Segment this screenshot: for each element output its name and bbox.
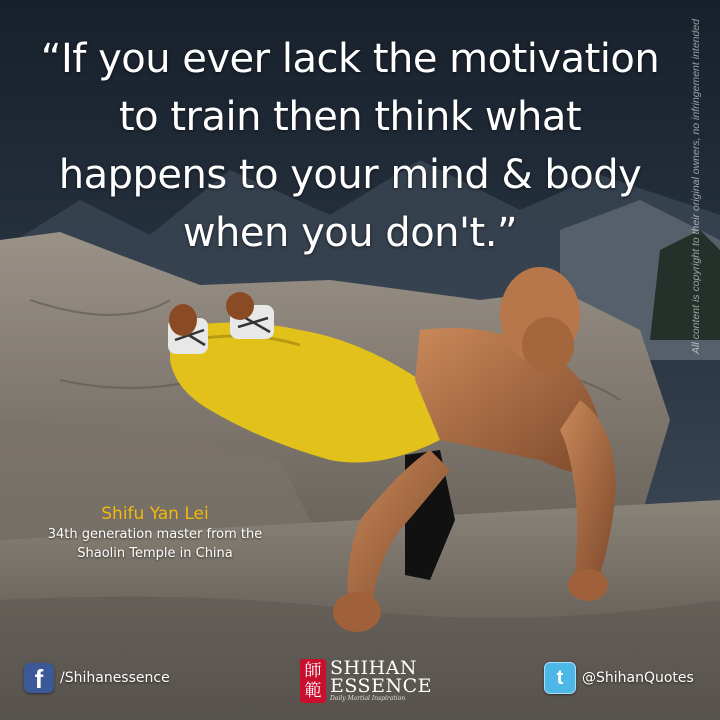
twitter-link[interactable] <box>544 662 694 694</box>
shihan-essence-logo <box>300 657 432 705</box>
twitter-icon: t <box>544 662 576 694</box>
copyright-watermark: All content is copyright to their original owners, no infringement intended <box>690 18 702 354</box>
logo-seal <box>300 659 326 703</box>
logo-word-shihan: SHIHAN <box>330 657 418 679</box>
facebook-handle: /Shihanessence <box>60 670 170 686</box>
twitter-handle: @ShihanQuotes <box>582 670 694 686</box>
motivational-quote <box>20 30 680 262</box>
facebook-link[interactable] <box>24 663 170 693</box>
logo-word-essence: ESSENCE <box>330 675 432 697</box>
person-description-line: Shaolin Temple in China <box>77 546 233 561</box>
person-description-line: 34th generation master from the <box>47 527 263 542</box>
quote-line: happens to your mind & body <box>58 152 642 198</box>
person-caption <box>30 503 280 563</box>
logo-wordmark <box>330 659 432 703</box>
seal-character: 範 <box>304 681 322 701</box>
seal-character: 師 <box>304 661 322 681</box>
quote-line: when you don't.” <box>182 210 518 256</box>
person-name: Shifu Yan Lei <box>101 504 209 524</box>
logo-tagline: Daily Martial Inspiration <box>330 695 406 702</box>
quote-line: “If you ever lack the motivation <box>40 36 660 82</box>
facebook-icon: f <box>24 663 54 693</box>
quote-line: to train then think what <box>118 94 582 140</box>
